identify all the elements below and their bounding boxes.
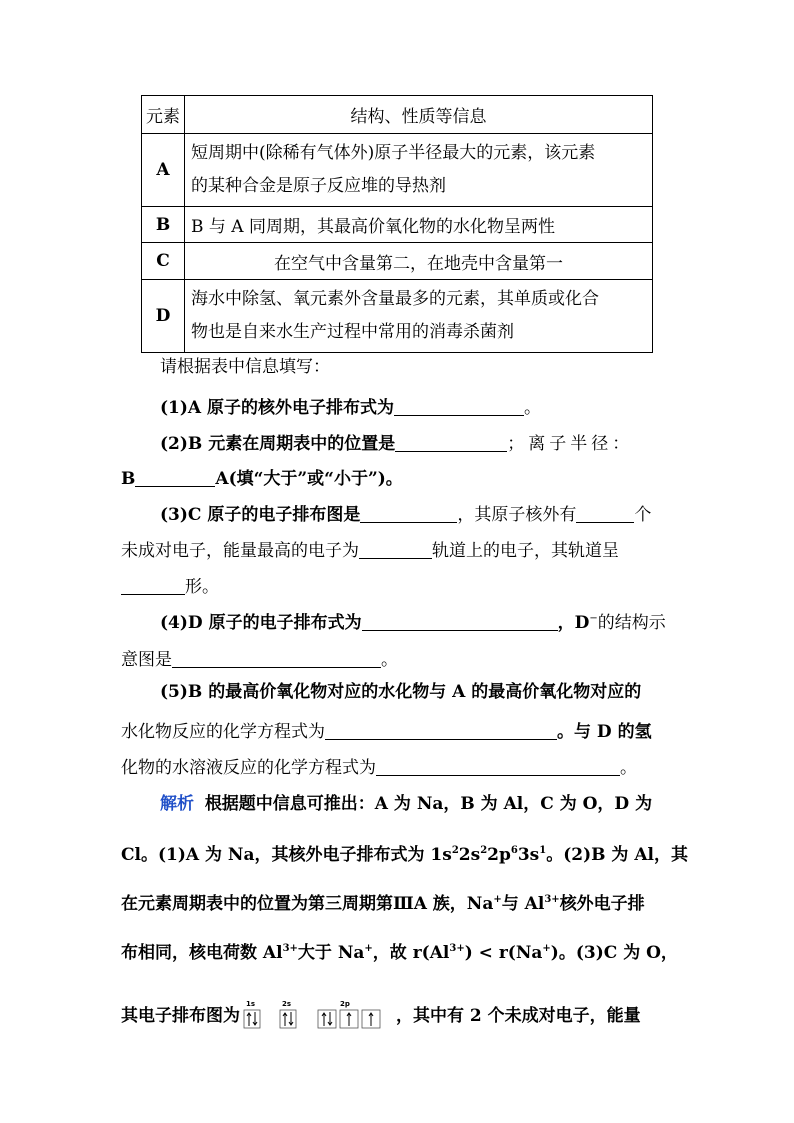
- analysis-text: ，故 r(Al: [372, 943, 450, 963]
- answer-blank[interactable]: [172, 649, 381, 668]
- down-arrow-icon: [289, 1012, 293, 1025]
- question-text: 轨道上的电子，其轨道呈: [432, 541, 619, 561]
- orbital-box: [318, 1010, 336, 1028]
- up-arrow-icon: [247, 1013, 251, 1026]
- question-5-cont: [121, 721, 652, 741]
- analysis-line-3: [121, 896, 645, 913]
- analysis-text: 。(2)B 为 Al，其: [546, 845, 688, 865]
- analysis-keyword: 解析: [160, 794, 194, 814]
- answer-blank[interactable]: [362, 612, 558, 631]
- question-text: (4)D 原子的电子排布式为: [160, 613, 362, 633]
- question-text: 。: [524, 398, 542, 418]
- header-element: 元素: [142, 96, 185, 134]
- question-text: 。与 D 的氢: [557, 722, 652, 742]
- up-arrow-icon: [369, 1013, 373, 1026]
- info-line: 短周期中(除稀有气体外)原子半径最大的元素，该元素: [191, 143, 596, 163]
- analysis-text: )。(3)C 为 O，: [550, 943, 678, 963]
- question-text: ，其原子核外有: [457, 505, 577, 525]
- up-arrow-icon: [283, 1013, 287, 1026]
- answer-blank[interactable]: [325, 721, 557, 740]
- superscript: +: [364, 943, 373, 954]
- table-row: [142, 207, 653, 243]
- table-row: [142, 134, 653, 207]
- question-text: 未成对电子，能量最高的电子为: [121, 541, 359, 561]
- analysis-line-5: [121, 997, 641, 1033]
- question-1: [160, 397, 541, 417]
- analysis-text: 在元素周期表中的位置为第三周期第ⅢA 族，Na: [121, 894, 494, 914]
- orbital-diagram-svg: [242, 997, 394, 1033]
- analysis-text: 根据题中信息可推出：A 为 Na，B 为 Al，C 为 O，D 为: [204, 794, 653, 814]
- analysis-line-2: [121, 847, 688, 864]
- info-line: 的某种合金是原子反应堆的导热剂: [191, 176, 446, 196]
- question-4: [160, 612, 666, 632]
- answer-blank[interactable]: [359, 540, 432, 559]
- question-4-cont: [121, 649, 398, 669]
- orbital-label-2s: 2s: [282, 1000, 292, 1008]
- analysis-text: Cl。(1)A 为 Na，其核外电子排布式为 1s: [121, 845, 452, 865]
- superscript: +: [493, 894, 502, 905]
- orbital-label-1s: 1s: [246, 1000, 256, 1008]
- answer-blank[interactable]: [376, 757, 620, 776]
- analysis-text: 2s: [458, 845, 481, 865]
- element-cell: A: [142, 134, 185, 207]
- question-text: (1)A 原子的核外电子排布式为: [160, 398, 395, 418]
- orbital-diagram: [242, 997, 394, 1033]
- answer-blank[interactable]: [121, 576, 185, 595]
- info-cell: [185, 134, 653, 207]
- question-text: (5)B 的最高价氧化物对应的水化物与 A 的最高价氧化物对应的: [160, 682, 642, 702]
- table-row: [142, 243, 653, 280]
- info-cell: 在空气中含量第二，在地壳中含量第一: [185, 243, 653, 280]
- question-text: ；离子半径：: [507, 434, 634, 454]
- question-5: [160, 684, 641, 701]
- answer-blank[interactable]: [394, 397, 524, 416]
- answer-blank[interactable]: [135, 468, 215, 487]
- analysis-text: 布相同，核电荷数 Al: [121, 943, 283, 963]
- superscript: −: [589, 613, 598, 624]
- superscript: 6: [510, 845, 518, 856]
- question-text: 个: [634, 505, 652, 525]
- orbital-box: [280, 1010, 296, 1028]
- info-line: 海水中除氢、氧元素外含量最多的元素，其单质或化合: [191, 289, 599, 309]
- element-info-table: [141, 95, 653, 353]
- orbital-box: [244, 1010, 260, 1028]
- superscript: +: [542, 943, 551, 954]
- info-cell: [185, 280, 653, 353]
- down-arrow-icon: [253, 1012, 257, 1025]
- superscript: 3+: [449, 943, 465, 954]
- superscript: 3+: [282, 943, 298, 954]
- question-text: 。: [381, 650, 398, 670]
- question-text: 水化物反应的化学方程式为: [121, 722, 325, 742]
- analysis-text: 其电子排布图为: [121, 1006, 240, 1026]
- analysis-text: 与 Al: [501, 894, 545, 914]
- table-header-row: [142, 96, 653, 134]
- element-cell: D: [142, 280, 185, 353]
- question-text: 形。: [185, 577, 219, 597]
- analysis-text: 核外电子排: [559, 894, 645, 914]
- down-arrow-icon: [328, 1012, 332, 1025]
- analysis-text: 大于 Na: [297, 943, 365, 963]
- question-5-cont2: [121, 757, 637, 777]
- up-arrow-icon: [347, 1013, 351, 1026]
- question-text: (2)B 元素在周期表中的位置是: [160, 434, 396, 454]
- analysis-line-4: [121, 945, 678, 962]
- question-text: ，D: [557, 613, 590, 633]
- analysis-text: 3s: [517, 845, 540, 865]
- analysis-line-1: [160, 796, 652, 813]
- header-info: 结构、性质等信息: [185, 96, 653, 134]
- analysis-text: ) < r(Na: [464, 943, 543, 963]
- question-text: B: [121, 469, 136, 489]
- question-text: 化物的水溶液反应的化学方程式为: [121, 758, 376, 778]
- info-cell: B 与 A 同周期，其最高价氧化物的水化物呈两性: [185, 207, 653, 243]
- question-text: 。: [620, 758, 637, 778]
- superscript: 1: [539, 845, 547, 856]
- up-arrow-icon: [322, 1013, 326, 1026]
- question-2: [160, 433, 633, 453]
- analysis-text: 2p: [487, 845, 511, 865]
- question-text: 意图是: [121, 650, 172, 670]
- question-2-cont: [121, 468, 403, 488]
- element-cell: C: [142, 243, 185, 280]
- question-intro: 请根据表中信息填写：: [160, 357, 330, 377]
- superscript: 2: [480, 845, 488, 856]
- answer-blank[interactable]: [395, 433, 507, 452]
- orbital-label-2p: 2p: [340, 1000, 350, 1008]
- table-row: [142, 280, 653, 353]
- question-3: [160, 504, 651, 524]
- question-3-cont: [121, 540, 619, 560]
- analysis-text: ，其中有 2 个未成对电子，能量: [396, 1006, 641, 1026]
- question-text: (3)C 原子的电子排布图是: [160, 505, 361, 525]
- info-line: 物也是自来水生产过程中常用的消毒杀菌剂: [191, 322, 514, 342]
- question-text: 的结构示: [597, 613, 666, 633]
- superscript: 3+: [544, 894, 560, 905]
- element-cell: B: [142, 207, 185, 243]
- question-text: A(填“大于”或“小于”)。: [215, 469, 403, 489]
- answer-blank[interactable]: [576, 504, 634, 523]
- answer-blank[interactable]: [360, 504, 457, 523]
- question-3-cont2: [121, 576, 219, 596]
- superscript: 2: [451, 845, 459, 856]
